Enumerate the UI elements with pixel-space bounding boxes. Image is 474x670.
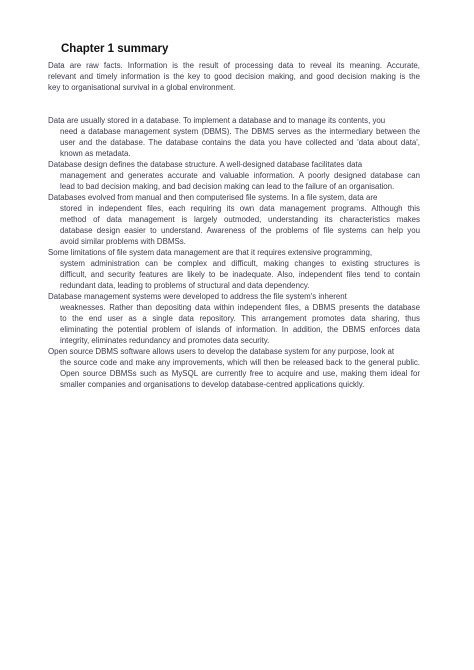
- paragraph-file-systems: [48, 193, 420, 248]
- paragraph-line: lead to bad decision making, and bad decision making can lead to the failure of an organisation.: [60, 181, 395, 191]
- paragraph-dbms-development: [48, 292, 420, 347]
- paragraph-line: redundant data, leading to problems of structural and data dependency.: [60, 280, 310, 290]
- paragraph-line: known as metadata.: [60, 148, 131, 158]
- paragraph-line: database design easier to understand. Awareness of the problems of file systems can help you: [60, 225, 420, 235]
- paragraph-line: Some limitations of file system data management are that it requires extensive programming,: [48, 248, 373, 257]
- chapter-title: Chapter 1 summary: [61, 43, 169, 55]
- paragraph-line: avoid similar problems with DBMSs.: [60, 236, 186, 246]
- paragraph-line: Open source DBMSs such as MySQL are currently free to acquire and use, making them ideal for: [60, 368, 420, 378]
- paragraph-line: management and generates accurate and valuable information. A poorly designed database can: [60, 170, 420, 180]
- paragraph-line: Data are raw facts. Information is the result of processing data to reveal its meaning. Accurate,: [48, 61, 420, 70]
- paragraph-open-source: [48, 347, 420, 391]
- paragraph-limitations: [48, 248, 420, 292]
- paragraph-line: system administration can be complex and difficult, making changes to existing structures is: [60, 258, 420, 268]
- paragraph-line: integrity, eliminates redundancy and promotes data security.: [60, 335, 270, 345]
- paragraph-line: stored in independent files, each requiring its own data management programs. Although this: [60, 203, 420, 213]
- paragraph-database-design: [48, 160, 420, 193]
- paragraph-line: smaller companies and organisations to develop database-centred applications quickly.: [60, 379, 365, 389]
- paragraph-raw-facts: [48, 61, 420, 94]
- paragraph-line: difficult, and security features are likely to be inadequate. Also, independent files tend to contain: [60, 269, 420, 279]
- paragraph-line: key to organisational survival in a global environment.: [48, 82, 236, 92]
- paragraph-line: need a database management system (DBMS). The DBMS serves as the intermediary between the: [60, 126, 420, 136]
- paragraph-line: Databases evolved from manual and then computerised file systems. In a file system, data are: [48, 193, 378, 202]
- paragraph-line: Database management systems were developed to address the file system's inherent: [48, 292, 347, 301]
- paragraph-line: the source code and make any improvements, which will then be released back to the general public.: [60, 357, 420, 367]
- paragraph-line: method of data management is largely outmoded, understanding its characteristics makes: [60, 214, 420, 224]
- paragraph-line: weaknesses. Rather than depositing data within independent files, a DBMS presents the database: [60, 302, 420, 312]
- paragraph-line: relevant and timely information is the key to good decision making, and good decision making is the: [48, 71, 420, 81]
- paragraph-line: Data are usually stored in a database. To implement a database and to manage its contents, you: [48, 116, 386, 125]
- paragraph-line: Database design defines the database structure. A well-designed database facilitates data: [48, 160, 363, 169]
- paragraph-database-storage: [48, 116, 420, 160]
- paragraph-line: user and the database. The database contains the data you have collected and 'data about data',: [60, 137, 420, 147]
- paragraph-line: to the end user as a single data repository. This arrangement promotes data sharing, thus: [60, 313, 420, 323]
- paragraph-line: eliminating the potential problem of islands of information. In addition, the DBMS enforces data: [60, 324, 420, 334]
- paragraph-line: Open source DBMS software allows users to develop the database system for any purpose, look at: [48, 347, 395, 356]
